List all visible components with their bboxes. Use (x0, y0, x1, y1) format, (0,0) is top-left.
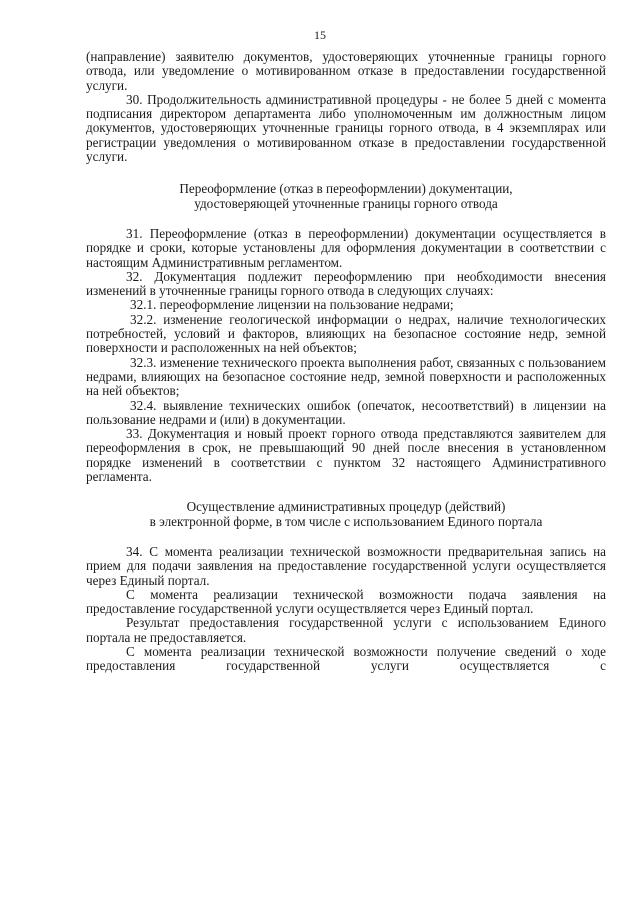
paragraph-34-result: Результат предоставления государственной услуги с использованием Единого портала не предоставляется. (86, 615, 606, 645)
section-heading-line: в электронной форме, в том числе с использованием Единого портала (149, 513, 543, 529)
section-heading-electronic (86, 500, 606, 529)
document-body (86, 50, 606, 674)
paragraph-32-2: 32.2. изменение геологической информации о недрах, наличие технологических потребностей, условий и факторов, влияющих на безопасное состояние недр, земной поверхности и расположенных на ней объектов; (86, 311, 606, 356)
paragraph-34-submission: С момента реализации технической возможности подача заявления на предоставление государственной услуги осуществляется через Единый портал. (86, 586, 606, 617)
section-heading-reissue (86, 182, 606, 211)
paragraph-34-status: С момента реализации технической возможности получение сведений о ходе предоставления государственной услуги осуществляется с (86, 643, 606, 674)
paragraph-32-3: 32.3. изменение технического проекта выполнения работ, связанных с пользованием недрами, влияющих на безопасное состояние недр, земной поверхности и расположенных на ней объектов; (86, 354, 606, 399)
paragraph-34: 34. С момента реализации технической возможности предварительная запись на прием для подачи заявления на предоставление государственной услуги осуществляется через Единый портал. (86, 543, 606, 588)
paragraph-32: 32. Документация подлежит переоформлению при необходимости внесения изменений в уточненные границы горного отвода в следующих случаях: (86, 268, 606, 299)
section-heading-line: Осуществление административных процедур (действий) (186, 499, 506, 515)
paragraph-32-1: 32.1. переоформление лицензии на пользование недрами; (130, 297, 454, 313)
paragraph-31: 31. Переоформление (отказ в переоформлении) документации осуществляется в порядке и сроки, которые установлены для оформления документации в соответствии с настоящим Административным регламентом. (86, 225, 606, 270)
paragraph-32-4: 32.4. выявление технических ошибок (опечаток, несоответствий) в лицензии на пользование недрами и (или) в документации. (86, 397, 606, 427)
paragraph-continuation: (направление) заявителю документов, удостоверяющих уточненные границы горного отвода, или уведомление о мотивированном отказе в предоставлении государственной услуги. (86, 49, 606, 93)
section-heading-line: Переоформление (отказ в переоформлении) документации, (179, 181, 513, 197)
paragraph-33: 33. Документация и новый проект горного отвода представляются заявителем для переоформления в срок, не превышающий 90 дней после внесения в установленном порядке изменений в соответствии с пунктом 32 настоящего Административного регламента. (86, 426, 606, 485)
paragraph-30: 30. Продолжительность административной процедуры - не более 5 дней с момента подписания директором департамента либо уполномоченным им должностным лицом документов, удостоверяющих уточненные границы горного отвода, в 4 экземплярах или регистрации уведомления о мотивированном отказе в предоставлении государственной услуги. (86, 91, 606, 165)
section-heading-line: удостоверяющей уточненные границы горного отвода (194, 195, 498, 211)
page-number: 15 (314, 28, 326, 42)
